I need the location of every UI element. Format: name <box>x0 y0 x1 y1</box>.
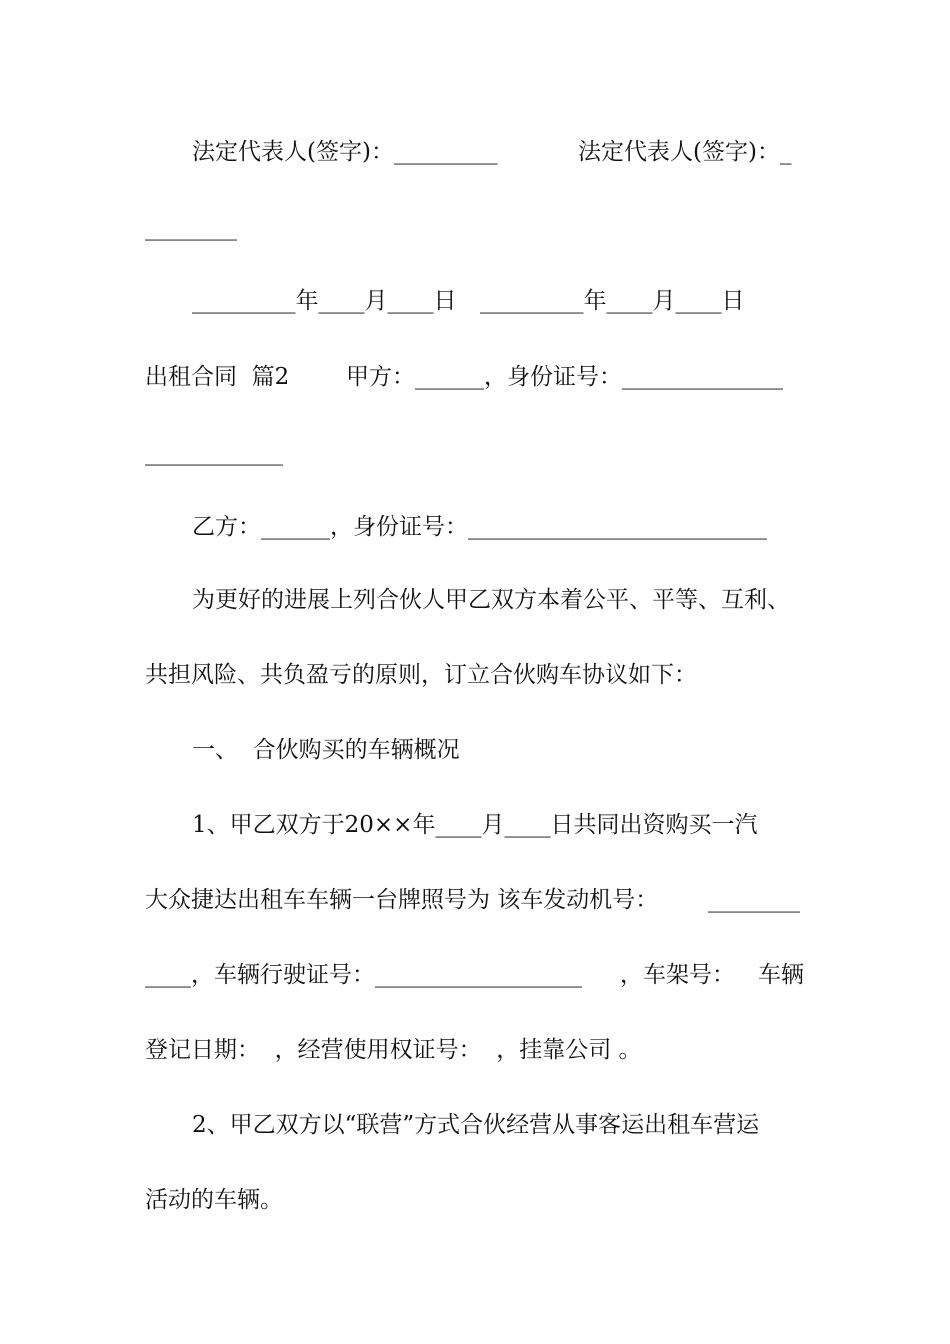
vehicle-label: 车辆 <box>758 962 804 988</box>
party-a-signature-date: _________年____月____日 <box>192 288 457 314</box>
representative-signature-continuation <box>0 211 950 245</box>
section-1-heading <box>0 733 950 767</box>
engine-number-blank: ________ <box>708 887 800 913</box>
license-number-text: ____，车辆行驶证号：__________________ <box>145 962 582 988</box>
paragraph-text: 活动的车辆。 <box>145 1187 283 1213</box>
representative-signature-line <box>0 135 950 169</box>
item-1-line-4 <box>0 1033 950 1067</box>
party-b-line <box>0 510 950 544</box>
paragraph-text: 共担风险、共负盈亏的原则，订立合伙购车协议如下： <box>145 662 697 688</box>
paragraph-text: 登记日期： ，经营使用权证号： ，挂靠公司 。 <box>145 1037 642 1063</box>
item-1-line-3 <box>0 958 950 992</box>
contract-title: 出租合同 篇2 <box>145 364 290 390</box>
party-a-id-continuation <box>0 436 950 470</box>
signature-date-line <box>0 284 950 318</box>
signature-blank: ________ <box>145 215 237 241</box>
item-1-line-2 <box>0 883 950 917</box>
party-b-info: 乙方：______，身份证号：__________________________ <box>192 514 767 540</box>
paragraph-text: 1、甲乙双方于20××年____月____日共同出资购买一汽 <box>192 812 758 838</box>
section-title: 一、 合伙购买的车辆概况 <box>192 737 460 763</box>
intro-paragraph-line-2 <box>0 658 950 692</box>
paragraph-text: 2、甲乙双方以“联营”方式合伙经营从事客运出租车营运 <box>192 1112 760 1138</box>
paragraph-text: 大众捷达出租车车辆一台牌照号为 该车发动机号： <box>145 887 659 913</box>
contract-2-header-line <box>0 360 950 394</box>
party-a-info: 甲方：______，身份证号：______________ <box>346 364 783 390</box>
frame-number-label: ，车架号： <box>620 962 735 988</box>
item-2-line-1 <box>0 1108 950 1142</box>
party-a-representative-signature: 法定代表人(签字)：_________ <box>192 139 498 165</box>
party-b-representative-signature: 法定代表人(签字)：_ <box>578 139 792 165</box>
paragraph-text: 为更好的进展上列合伙人甲乙双方本着公平、平等、互利、 <box>192 587 790 613</box>
item-2-line-2 <box>0 1183 950 1217</box>
item-1-line-1 <box>0 808 950 842</box>
id-blank: ____________ <box>145 440 283 466</box>
party-b-signature-date: _________年____月____日 <box>480 288 745 314</box>
intro-paragraph-line-1 <box>0 583 950 617</box>
